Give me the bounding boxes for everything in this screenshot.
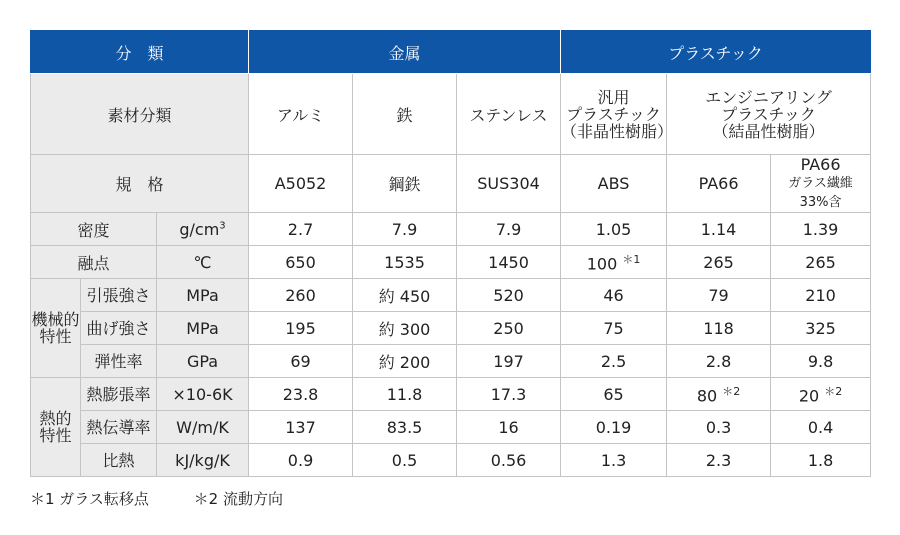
header-row [31, 31, 871, 74]
table-cell: 265 [771, 246, 871, 279]
table-cell: 100 $^{*1}$ [561, 246, 667, 279]
table-cell: 83.5 [353, 411, 457, 444]
spec-row [31, 155, 871, 213]
table-cell: 20 $^{*2}$ [771, 378, 871, 411]
header-metal: 金属 [249, 31, 561, 74]
engineering-line3: （結晶性樹脂） [712, 121, 825, 141]
footnote-2: ＊2 流動方向 [193, 490, 283, 508]
table-cell: 0.3 [667, 411, 771, 444]
table-cell: 17.3 [457, 378, 561, 411]
row-unit: ℃ [157, 246, 249, 279]
table-cell: 1450 [457, 246, 561, 279]
spec-steel: 鋼鉄 [353, 155, 457, 213]
footnote-mark: ＊2 [824, 384, 843, 398]
table-row [31, 378, 871, 411]
row-label: 比熱 [81, 444, 157, 477]
table-cell: 80 $^{*2}$ [667, 378, 771, 411]
table-cell: 520 [457, 279, 561, 312]
row-label: 引張強さ [81, 279, 157, 312]
table-cell: 2.8 [667, 345, 771, 378]
spec-label: 規 格 [31, 155, 249, 213]
table-cell: 23.8 [249, 378, 353, 411]
general-line3: （非晶性樹脂） [561, 121, 674, 141]
material-iron: 鉄 [353, 74, 457, 155]
table-cell: 0.9 [249, 444, 353, 477]
material-general-plastic [561, 74, 674, 155]
table-row [31, 312, 871, 345]
row-unit: MPa [157, 312, 249, 345]
table-cell: 65 [561, 378, 667, 411]
material-aluminum: アルミ [249, 74, 353, 155]
row-unit: ×10-6K [157, 378, 249, 411]
row-label: 融点 [31, 246, 157, 279]
table-cell: 9.8 [771, 345, 871, 378]
table-cell: 1535 [353, 246, 457, 279]
table-row [31, 444, 871, 477]
table-cell: 16 [457, 411, 561, 444]
spec-pa66: PA66 [667, 155, 771, 213]
table-cell: 79 [667, 279, 771, 312]
table-cell: 7.9 [353, 213, 457, 246]
row-unit: GPa [157, 345, 249, 378]
table-cell: 46 [561, 279, 667, 312]
table-cell: 11.8 [353, 378, 457, 411]
table-cell: 118 [667, 312, 771, 345]
spec-sus304: SUS304 [457, 155, 561, 213]
table-row [31, 246, 871, 279]
header-category: 分 類 [31, 31, 249, 74]
table-cell: 0.56 [457, 444, 561, 477]
row-unit: kJ/kg/K [157, 444, 249, 477]
table-cell: 0.5 [353, 444, 457, 477]
table-cell: 650 [249, 246, 353, 279]
material-row [31, 74, 871, 155]
table-row [31, 213, 871, 246]
engineering-line2: プラスチック [721, 104, 816, 124]
table-cell: 210 [771, 279, 871, 312]
header-plastic: プラスチック [561, 31, 871, 74]
material-stainless: ステンレス [457, 74, 561, 155]
footnote-1: ＊1 ガラス転移点 [30, 490, 149, 508]
footnote-mark: ＊2 [722, 384, 741, 398]
group-mechanical: 機械的 特性 [31, 279, 81, 378]
table-cell: 75 [561, 312, 667, 345]
table-cell: 195 [249, 312, 353, 345]
table-cell: 265 [667, 246, 771, 279]
table-cell: 2.5 [561, 345, 667, 378]
spec-a5052: A5052 [249, 155, 353, 213]
table-cell: 250 [457, 312, 561, 345]
pa66gf-line1: PA66 [800, 155, 841, 174]
material-engineering-plastic [667, 74, 871, 155]
engineering-line1: エンジニアリング [705, 87, 832, 107]
table-cell: 1.05 [561, 213, 667, 246]
table-cell: 0.4 [771, 411, 871, 444]
spec-abs: ABS [561, 155, 667, 213]
row-label: 弾性率 [81, 345, 157, 378]
table-cell: 約 450 [353, 279, 457, 312]
table-cell: 約 200 [353, 345, 457, 378]
material-comparison-table [30, 30, 871, 477]
pa66gf-line2: ガラス繊維 [788, 176, 853, 191]
table-cell: 0.19 [561, 411, 667, 444]
footnote-mark: ＊1 [622, 252, 641, 266]
table-cell: 137 [249, 411, 353, 444]
table-row [31, 279, 871, 312]
table-cell: 2.3 [667, 444, 771, 477]
table-row [31, 411, 871, 444]
footnotes [30, 488, 323, 509]
row-label: 熱膨張率 [81, 378, 157, 411]
row-unit: MPa [157, 279, 249, 312]
table-cell: 69 [249, 345, 353, 378]
table-row [31, 345, 871, 378]
general-line2: プラスチック [566, 104, 661, 124]
group-thermal: 熱的 特性 [31, 378, 81, 477]
general-line1: 汎用 [597, 87, 630, 107]
row-unit: W/m/K [157, 411, 249, 444]
row-label: 熱伝導率 [81, 411, 157, 444]
pa66gf-line3: 33%含 [799, 195, 842, 210]
table-cell: 約 300 [353, 312, 457, 345]
row-unit: $g/cm^3$ [157, 213, 249, 246]
table-cell: 7.9 [457, 213, 561, 246]
table-cell: 260 [249, 279, 353, 312]
row-label: 密度 [31, 213, 157, 246]
table-cell: 1.14 [667, 213, 771, 246]
table-cell: 2.7 [249, 213, 353, 246]
table-cell: 1.3 [561, 444, 667, 477]
table-cell: 325 [771, 312, 871, 345]
spec-pa66-glass-fiber [771, 155, 871, 213]
row-label: 曲げ強さ [81, 312, 157, 345]
table-cell: 1.8 [771, 444, 871, 477]
table-cell: 197 [457, 345, 561, 378]
material-label: 素材分類 [31, 74, 249, 155]
table-cell: 1.39 [771, 213, 871, 246]
